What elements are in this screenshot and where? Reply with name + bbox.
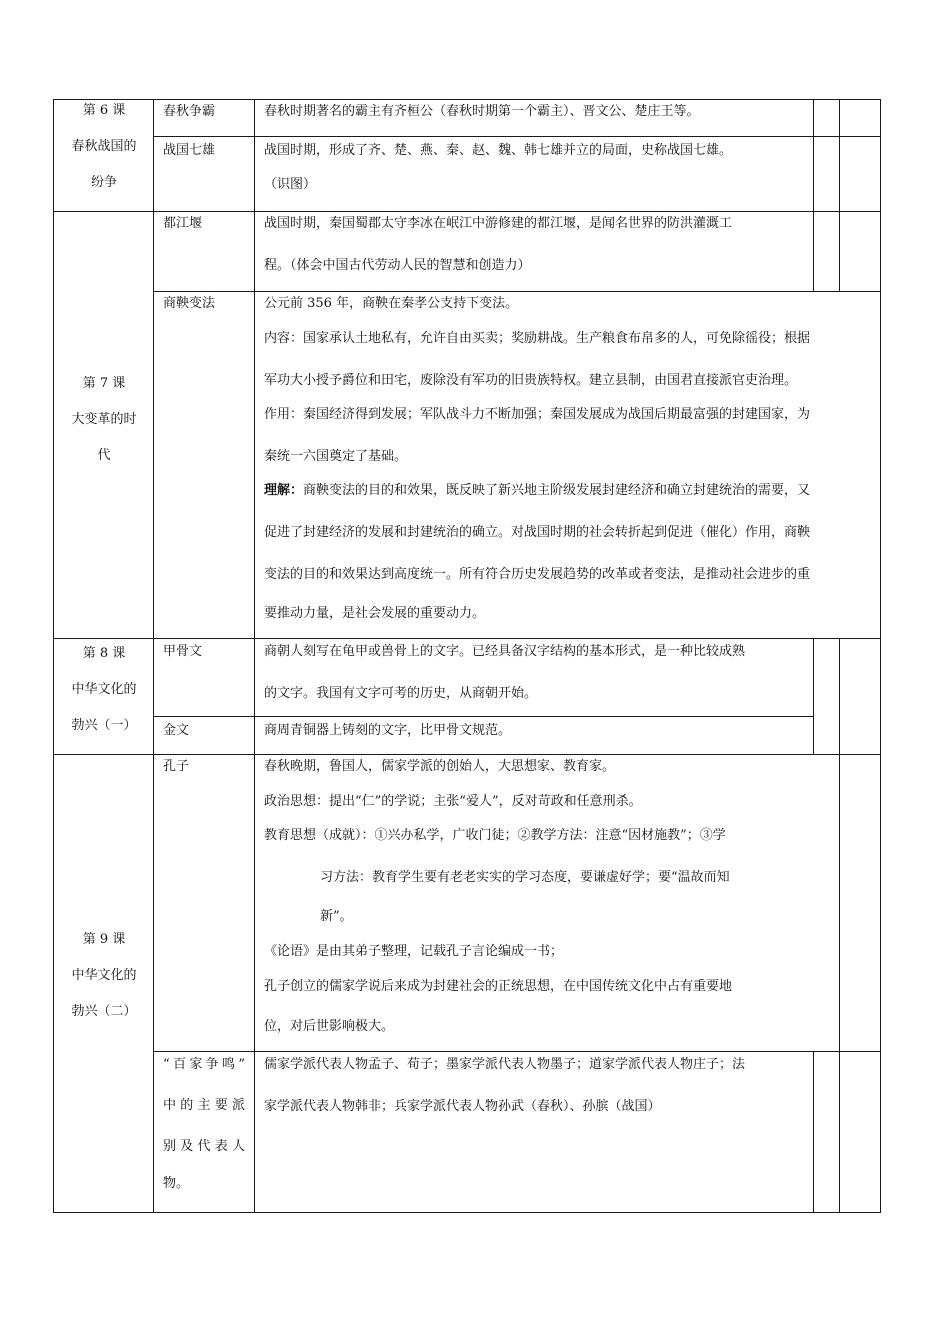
lesson-name-line: 中华文化的 — [71, 682, 137, 697]
topic-text-line: 战国时期，秦国蜀郡太守李冰在岷江中游修建的都江堰，是闻名世界的防洪灌溉工 — [264, 216, 733, 231]
topic-text-line: 变法的目的和效果达到高度统一。所有符合历史发展趋势的改革或者变法，是推动社会进步的重 — [264, 567, 811, 582]
topic-text-line: 春秋晚期，鲁国人，儒家学派的创始人，大思想家、教育家。 — [264, 759, 616, 774]
topic-text-line: 教育思想（成就）：①兴办私学，广收门徒；②教学方法：注意“因材施教”；③学 — [264, 828, 726, 843]
topic-name: 甲骨文 — [163, 644, 203, 659]
lesson-name-line: 勃兴（二） — [71, 1004, 137, 1019]
topic-text-line: 作用：秦国经济得到发展；军队战斗力不断加强；秦国发展成为战国后期最富强的封建国家，为 — [264, 407, 811, 422]
lesson-9-label — [54, 922, 154, 1030]
topic-text-line: 战国时期，形成了齐、楚、燕、秦、赵、魏、韩七雄并立的局面，史称战国七雄。 — [264, 143, 733, 158]
lesson-name-line: 大变革的时 — [71, 412, 137, 427]
lesson-name-line: 中华文化的 — [71, 968, 137, 983]
lesson-6-label — [54, 93, 154, 201]
topic-name: 都江堰 — [163, 216, 203, 231]
lesson-name-line: 代 — [97, 448, 111, 463]
understand-label: 理解： — [264, 483, 304, 498]
topic-text-line: 商朝人刻写在龟甲或兽骨上的文字。已经具备汉字结构的基本形式，是一种比较成熟 — [264, 644, 746, 659]
topic-text-line: 秦统一六国奠定了基础。 — [264, 449, 408, 464]
lesson-name-line: 纷争 — [90, 175, 117, 190]
topic-name: 金文 — [163, 723, 190, 738]
lesson-name-line: 春秋战国的 — [71, 139, 137, 154]
topic-name: 孔子 — [163, 759, 190, 774]
topic-name-line: 中的主要派 — [163, 1098, 245, 1113]
topic-name: 春秋争霸 — [163, 104, 216, 119]
topic-text-line: 程。（体会中国古代劳动人民的智慧和创造力） — [264, 258, 531, 273]
topic-text-line: 孔子创立的儒家学说后来成为封建社会的正统思想，在中国传统文化中占有重要地 — [264, 979, 733, 994]
topic-text-line: （识图） — [264, 177, 317, 192]
topic-name: 商鞅变法 — [163, 296, 216, 311]
topic-text-line: 的文字。我国有文字可考的历史，从商朝开始。 — [264, 686, 538, 701]
understand-line: 理解：商鞅变法的目的和效果，既反映了新兴地主阶级发展封建经济和确立封建统治的需要，又 — [264, 483, 811, 498]
topic-text-line: 习方法：教育学生要有老老实实的学习态度，要谦虚好学；要“温故而知 — [320, 870, 730, 885]
topic-text-line: 政治思想：提出“仁”的学说；主张“爱人”，反对苛政和任意刑杀。 — [264, 794, 642, 809]
topic-text-line: 春秋时期著名的霸主有齐桓公（春秋时期第一个霸主）、晋文公、楚庄王等。 — [264, 104, 700, 119]
topic-text-line: 商周青铜器上铸刻的文字，比甲骨文规范。 — [264, 723, 512, 738]
lesson-7-label — [54, 366, 154, 474]
lesson-number: 第 8 课 — [82, 646, 126, 661]
lesson-number: 第 6 课 — [82, 103, 126, 118]
lesson-8-label — [54, 636, 154, 744]
topic-text-line: 促进了封建经济的发展和封建统治的确立。对战国时期的社会转折起到促进（催化）作用，商鞅 — [264, 525, 811, 540]
topic-text-line: 位，对后世影响极大。 — [264, 1019, 395, 1034]
topic-text-line: 新”。 — [320, 909, 353, 924]
topic-name-multiline — [163, 1047, 245, 1202]
topic-text-line: 要推动力量，是社会发展的重要动力。 — [264, 606, 486, 621]
topic-name: 战国七雄 — [163, 143, 216, 158]
topic-text-line: 家学派代表人物韩非；兵家学派代表人物孙武（春秋）、孙膑（战国） — [264, 1099, 661, 1114]
topic-text-line: 儒家学派代表人物孟子、荀子；墨家学派代表人物墨子；道家学派代表人物庄子；法 — [264, 1057, 746, 1072]
topic-name-line: 别及代表人 — [163, 1139, 245, 1154]
topic-name-line: “百家争鸣” — [163, 1057, 245, 1072]
topic-text-line: 内容：国家承认土地私有，允许自由买卖；奖励耕战。生产粮食布帛多的人，可免除徭役；根据 — [264, 331, 811, 346]
topic-name-line: 物。 — [163, 1176, 190, 1191]
topic-text-line: 军功大小授予爵位和田宅，废除没有军功的旧贵族特权。建立县制，由国君直接派官吏治理。 — [264, 373, 798, 388]
lesson-name-line: 勃兴（一） — [71, 718, 137, 733]
topic-text-line: 《论语》是由其弟子整理，记载孔子言论编成一书； — [264, 944, 564, 959]
lesson-number: 第 7 课 — [82, 376, 126, 391]
lesson-number: 第 9 课 — [82, 932, 126, 947]
topic-text-line: 公元前 356 年，商鞅在秦孝公支持下变法。 — [264, 296, 519, 311]
